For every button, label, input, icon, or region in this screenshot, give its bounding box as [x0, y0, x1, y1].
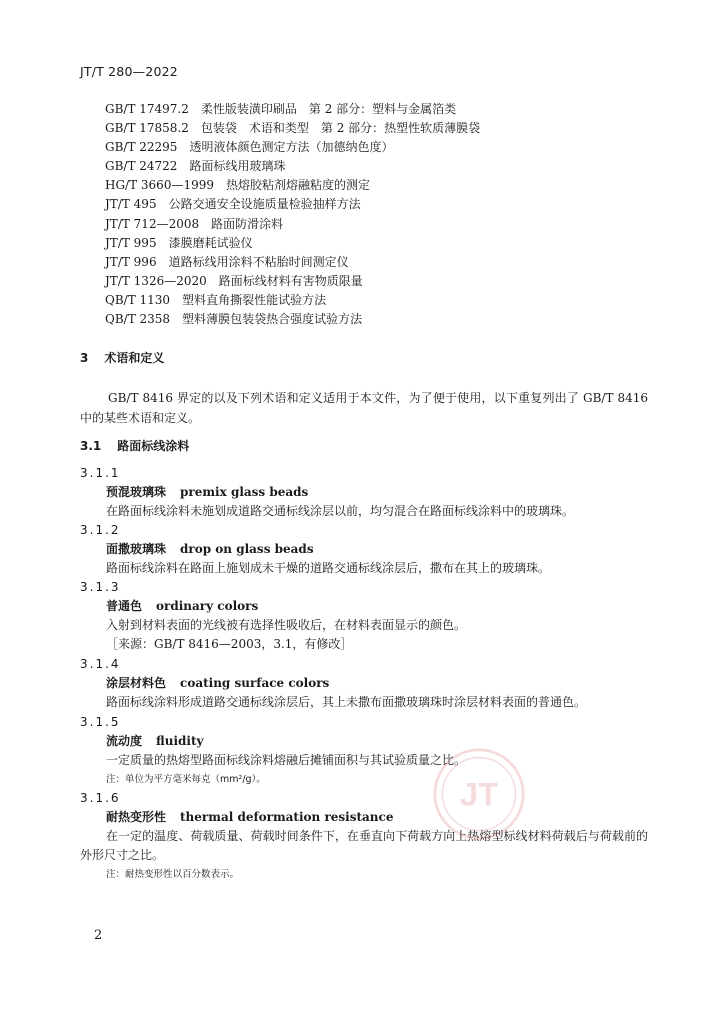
- reference-title: 包装袋 术语和类型 第 2 部分：热塑性软质薄膜袋: [200, 121, 481, 136]
- reference-item: [105, 119, 480, 138]
- reference-code: QB/T 2358: [105, 312, 171, 327]
- subsection-title: 路面标线涂料: [117, 439, 190, 453]
- page-number: 2: [94, 928, 103, 943]
- watermark-text: JT: [459, 775, 499, 813]
- reference-title: 塑料薄膜包装袋热合强度试验方法: [182, 312, 363, 327]
- term-name: [80, 808, 648, 827]
- normative-references-list: [105, 100, 480, 329]
- section-heading: [80, 349, 164, 366]
- term-note: 注：耐热变形性以百分数表示。: [106, 869, 240, 880]
- reference-item: [105, 234, 480, 253]
- reference-title: 透明液体颜色测定方法（加德纳色度）: [189, 140, 394, 155]
- document-code: JT/T 280—2022: [80, 64, 178, 79]
- reference-title: 公路交通安全设施质量检验抽样方法: [168, 197, 361, 212]
- term-number: 3.1.4: [80, 657, 121, 671]
- term-name-zh: 面撒玻璃珠: [106, 542, 167, 556]
- term-name: [80, 732, 648, 751]
- reference-item: [105, 215, 480, 234]
- term-entry: [80, 578, 648, 654]
- term-entry: [80, 789, 648, 884]
- term-name-en: coating surface colors: [180, 676, 330, 690]
- reference-code: GB/T 22295: [105, 140, 178, 155]
- reference-title: 道路标线用涂料不粘胎时间测定仪: [168, 254, 349, 269]
- term-name: [80, 483, 648, 502]
- reference-item: [105, 310, 480, 329]
- reference-item: [105, 195, 480, 214]
- term-name-en: drop on glass beads: [180, 542, 314, 556]
- term-name-zh: 流动度: [106, 734, 143, 748]
- term-note: 注：单位为平方毫米每克（mm²/g）。: [106, 774, 266, 785]
- term-name-zh: 普通色: [106, 599, 143, 613]
- reference-code: JT/T 995: [105, 235, 157, 250]
- term-source: ［来源：GB/T 8416—2003，3.1，有修改］: [106, 637, 353, 651]
- reference-item: [105, 272, 480, 291]
- term-number: 3.1.2: [80, 523, 121, 537]
- subsection-number: 3.1: [80, 439, 102, 453]
- reference-item: [105, 100, 480, 119]
- term-name-zh: 耐热变形性: [106, 810, 167, 824]
- reference-item: [105, 138, 480, 157]
- term-name-zh: 预混玻璃珠: [106, 485, 167, 499]
- reference-code: QB/T 1130: [105, 292, 171, 307]
- reference-code: JT/T 712—2008: [105, 216, 200, 231]
- term-name: [80, 540, 648, 559]
- term-entry: [80, 521, 648, 578]
- jt-seal-watermark: [431, 746, 527, 842]
- subsection-heading: [80, 437, 189, 454]
- term-definition: 在路面标线涂料未施划成道路交通标线涂层以前，均匀混合在路面标线涂料中的玻璃珠。: [106, 504, 575, 518]
- reference-code: GB/T 17497.2: [105, 102, 189, 116]
- reference-title: 路面标线材料有害物质限量: [218, 273, 363, 288]
- term-definition: 路面标线涂料形成道路交通标线涂层后，其上未撒布面撒玻璃珠时涂层材料表面的普通色。: [106, 695, 587, 709]
- reference-code: JT/T 495: [105, 197, 157, 212]
- section-number: 3: [80, 351, 89, 365]
- term-definition: 路面标线涂料在路面上施划成未干燥的道路交通标线涂层后，撒布在其上的玻璃珠。: [106, 561, 551, 575]
- term-name: [80, 597, 648, 616]
- term-name-en: fluidity: [156, 734, 204, 748]
- term-name-en: thermal deformation resistance: [180, 810, 394, 824]
- reference-title: 热熔胶粘剂熔融粘度的测定: [226, 178, 371, 193]
- reference-code: JT/T 996: [105, 254, 157, 269]
- page-header: [80, 64, 178, 79]
- reference-item: [105, 157, 480, 176]
- reference-title: 路面标线用玻璃珠: [189, 159, 286, 174]
- term-definition: 入射到材料表面的光线被有选择性吸收后，在材料表面显示的颜色。: [106, 618, 467, 632]
- term-number: 3.1.1: [80, 466, 121, 480]
- reference-code: HG/T 3660—1999: [105, 178, 214, 193]
- term-name-en: ordinary colors: [156, 599, 259, 613]
- term-name-en: premix glass beads: [180, 485, 309, 499]
- term-entry: [80, 713, 648, 789]
- section-intro: GB/T 8416 界定的以及下列术语和定义适用于本文件，为了便于使用，以下重复列出了 GB/T 8416 中的某些术语和定义。: [80, 391, 648, 425]
- term-entry: [80, 464, 648, 521]
- reference-title: 漆膜磨耗试验仪: [168, 235, 253, 250]
- reference-item: [105, 253, 480, 272]
- term-definition: 一定质量的热熔型路面标线涂料熔融后摊铺面积与其试验质量之比。: [106, 753, 467, 767]
- section-title: 术语和定义: [104, 351, 165, 365]
- reference-title: 柔性版装潢印刷品 第 2 部分：塑料与金属箔类: [200, 102, 457, 116]
- reference-code: GB/T 17858.2: [105, 121, 189, 136]
- term-number: 3.1.3: [80, 580, 121, 594]
- reference-title: 塑料直角撕裂性能试验方法: [182, 292, 327, 307]
- term-number: 3.1.6: [80, 791, 121, 805]
- term-name: [80, 674, 648, 693]
- reference-title: 路面防滑涂料: [211, 216, 284, 231]
- term-entry: [80, 655, 648, 712]
- term-definition: 在一定的温度、荷载质量、荷载时间条件下，在垂直向下荷载方向上热熔型标线材料荷载后与荷载前的外形尺寸之比。: [80, 829, 648, 862]
- term-number: 3.1.5: [80, 715, 121, 729]
- reference-item: [105, 176, 480, 195]
- reference-item: [105, 291, 480, 310]
- reference-code: GB/T 24722: [105, 159, 178, 174]
- term-name-zh: 涂层材料色: [106, 676, 167, 690]
- reference-code: JT/T 1326—2020: [105, 273, 207, 288]
